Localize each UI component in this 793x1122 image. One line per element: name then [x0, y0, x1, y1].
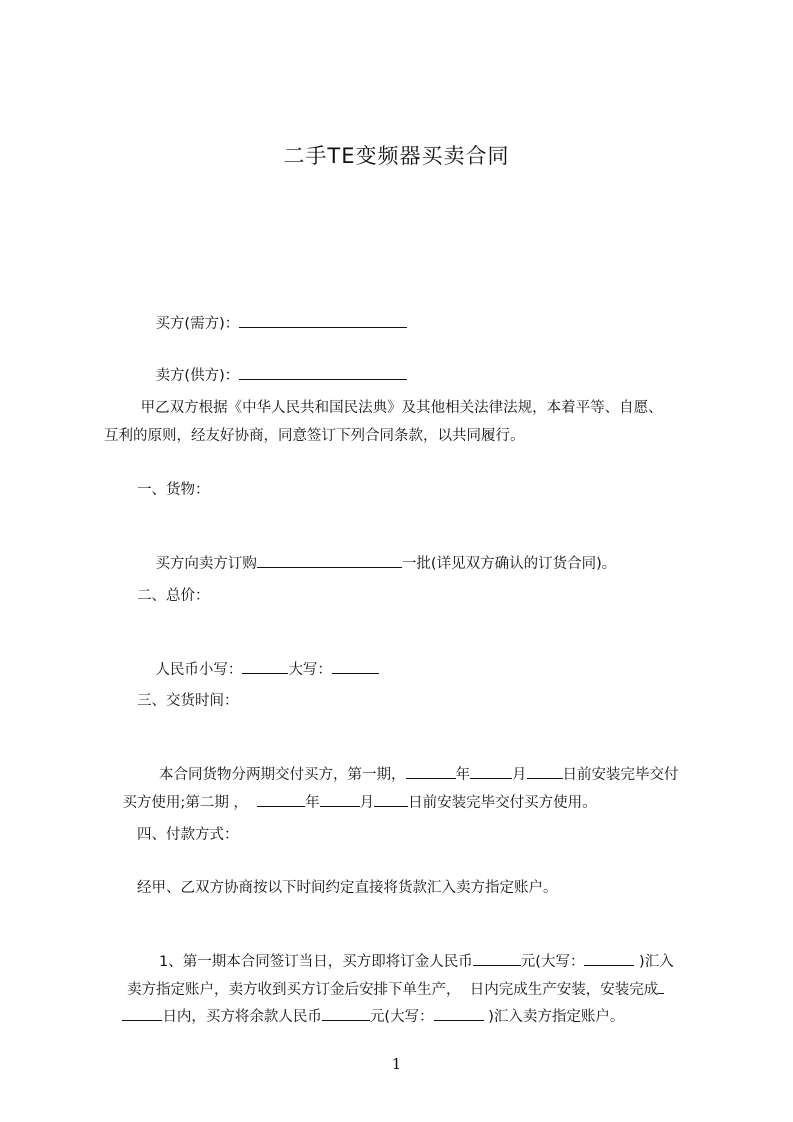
section-1-text: [137, 533, 616, 594]
install-days-blank-start: [658, 979, 664, 994]
second-month-label: 月: [359, 795, 375, 811]
deposit-tail: )汇入: [634, 954, 674, 970]
production-text: 卖方指定账户，卖方收到买方订金后安排下单生产， 日内完成生产安装，安装完成: [122, 982, 659, 998]
section-3-heading: 三、交货时间：: [137, 693, 239, 709]
intro-line-1: 甲乙双方根据《中华人民共和国民法典》及其他相关法律法规，本着平等、自愿、: [136, 400, 663, 416]
delivery-second-text: 买方使用;第二期 ，: [122, 795, 258, 811]
buyer-blank: [239, 313, 407, 328]
second-month-blank: [320, 792, 360, 807]
second-year-blank: [257, 792, 305, 807]
balance-amount-blank: [322, 1006, 370, 1021]
deposit-capital-label: 元(大写：: [520, 954, 585, 970]
balance-capital-label: 元(大写：: [369, 1009, 434, 1025]
seller-line: [137, 345, 407, 406]
balance-text: 日内，买方将余款人民币: [162, 1009, 322, 1025]
first-delivery-tail: 日前安装完毕交付: [562, 767, 679, 783]
section-1-text-b: 一批(详见双方确认的订货合同)。: [401, 556, 617, 572]
section-2-heading: 二、总价：: [137, 588, 210, 604]
install-days-blank: [122, 1006, 162, 1021]
document-title: 二手TE变频器买卖合同: [283, 144, 510, 168]
balance-capital-blank: [434, 1006, 484, 1021]
price-capital-label: 大写：: [288, 662, 332, 678]
section-3-line-2: [104, 772, 597, 833]
intro-line-2: 互利的原则，经友好协商，同意签订下列合同条款，以共同履行。: [104, 428, 525, 444]
second-delivery-tail: 日前安装完毕交付买方使用。: [408, 795, 597, 811]
delivery-first-text: 本合同货物分两期交付买方，第一期，: [154, 767, 406, 783]
buyer-label: 买方(需方)：: [155, 316, 240, 332]
balance-tail: )汇入卖方指定账户。: [483, 1009, 625, 1025]
payment-1-line-3: [104, 986, 624, 1047]
price-small-blank: [242, 659, 288, 674]
second-day-blank: [374, 792, 408, 807]
goods-blank: [257, 553, 402, 568]
first-month-label: 月: [512, 767, 527, 783]
section-4-heading: 四、付款方式：: [137, 827, 239, 843]
price-capital-blank: [332, 659, 379, 674]
section-1-text-a: 买方向卖方订购: [155, 556, 257, 572]
deposit-text: 1、第一期本合同签订当日，买方即将订金人民币: [154, 954, 473, 970]
section-1-heading: 一、货物：: [137, 482, 210, 498]
section-4-text: 经甲、乙双方协商按以下时间约定直接将货款汇入卖方指定账户。: [137, 880, 558, 896]
price-small-label: 人民币小写：: [155, 662, 243, 678]
second-year-label: 年: [305, 795, 320, 811]
page-number: 1: [391, 1055, 402, 1073]
seller-label: 卖方(供方)：: [155, 368, 240, 384]
first-year-label: 年: [455, 767, 471, 783]
seller-blank: [239, 365, 407, 380]
